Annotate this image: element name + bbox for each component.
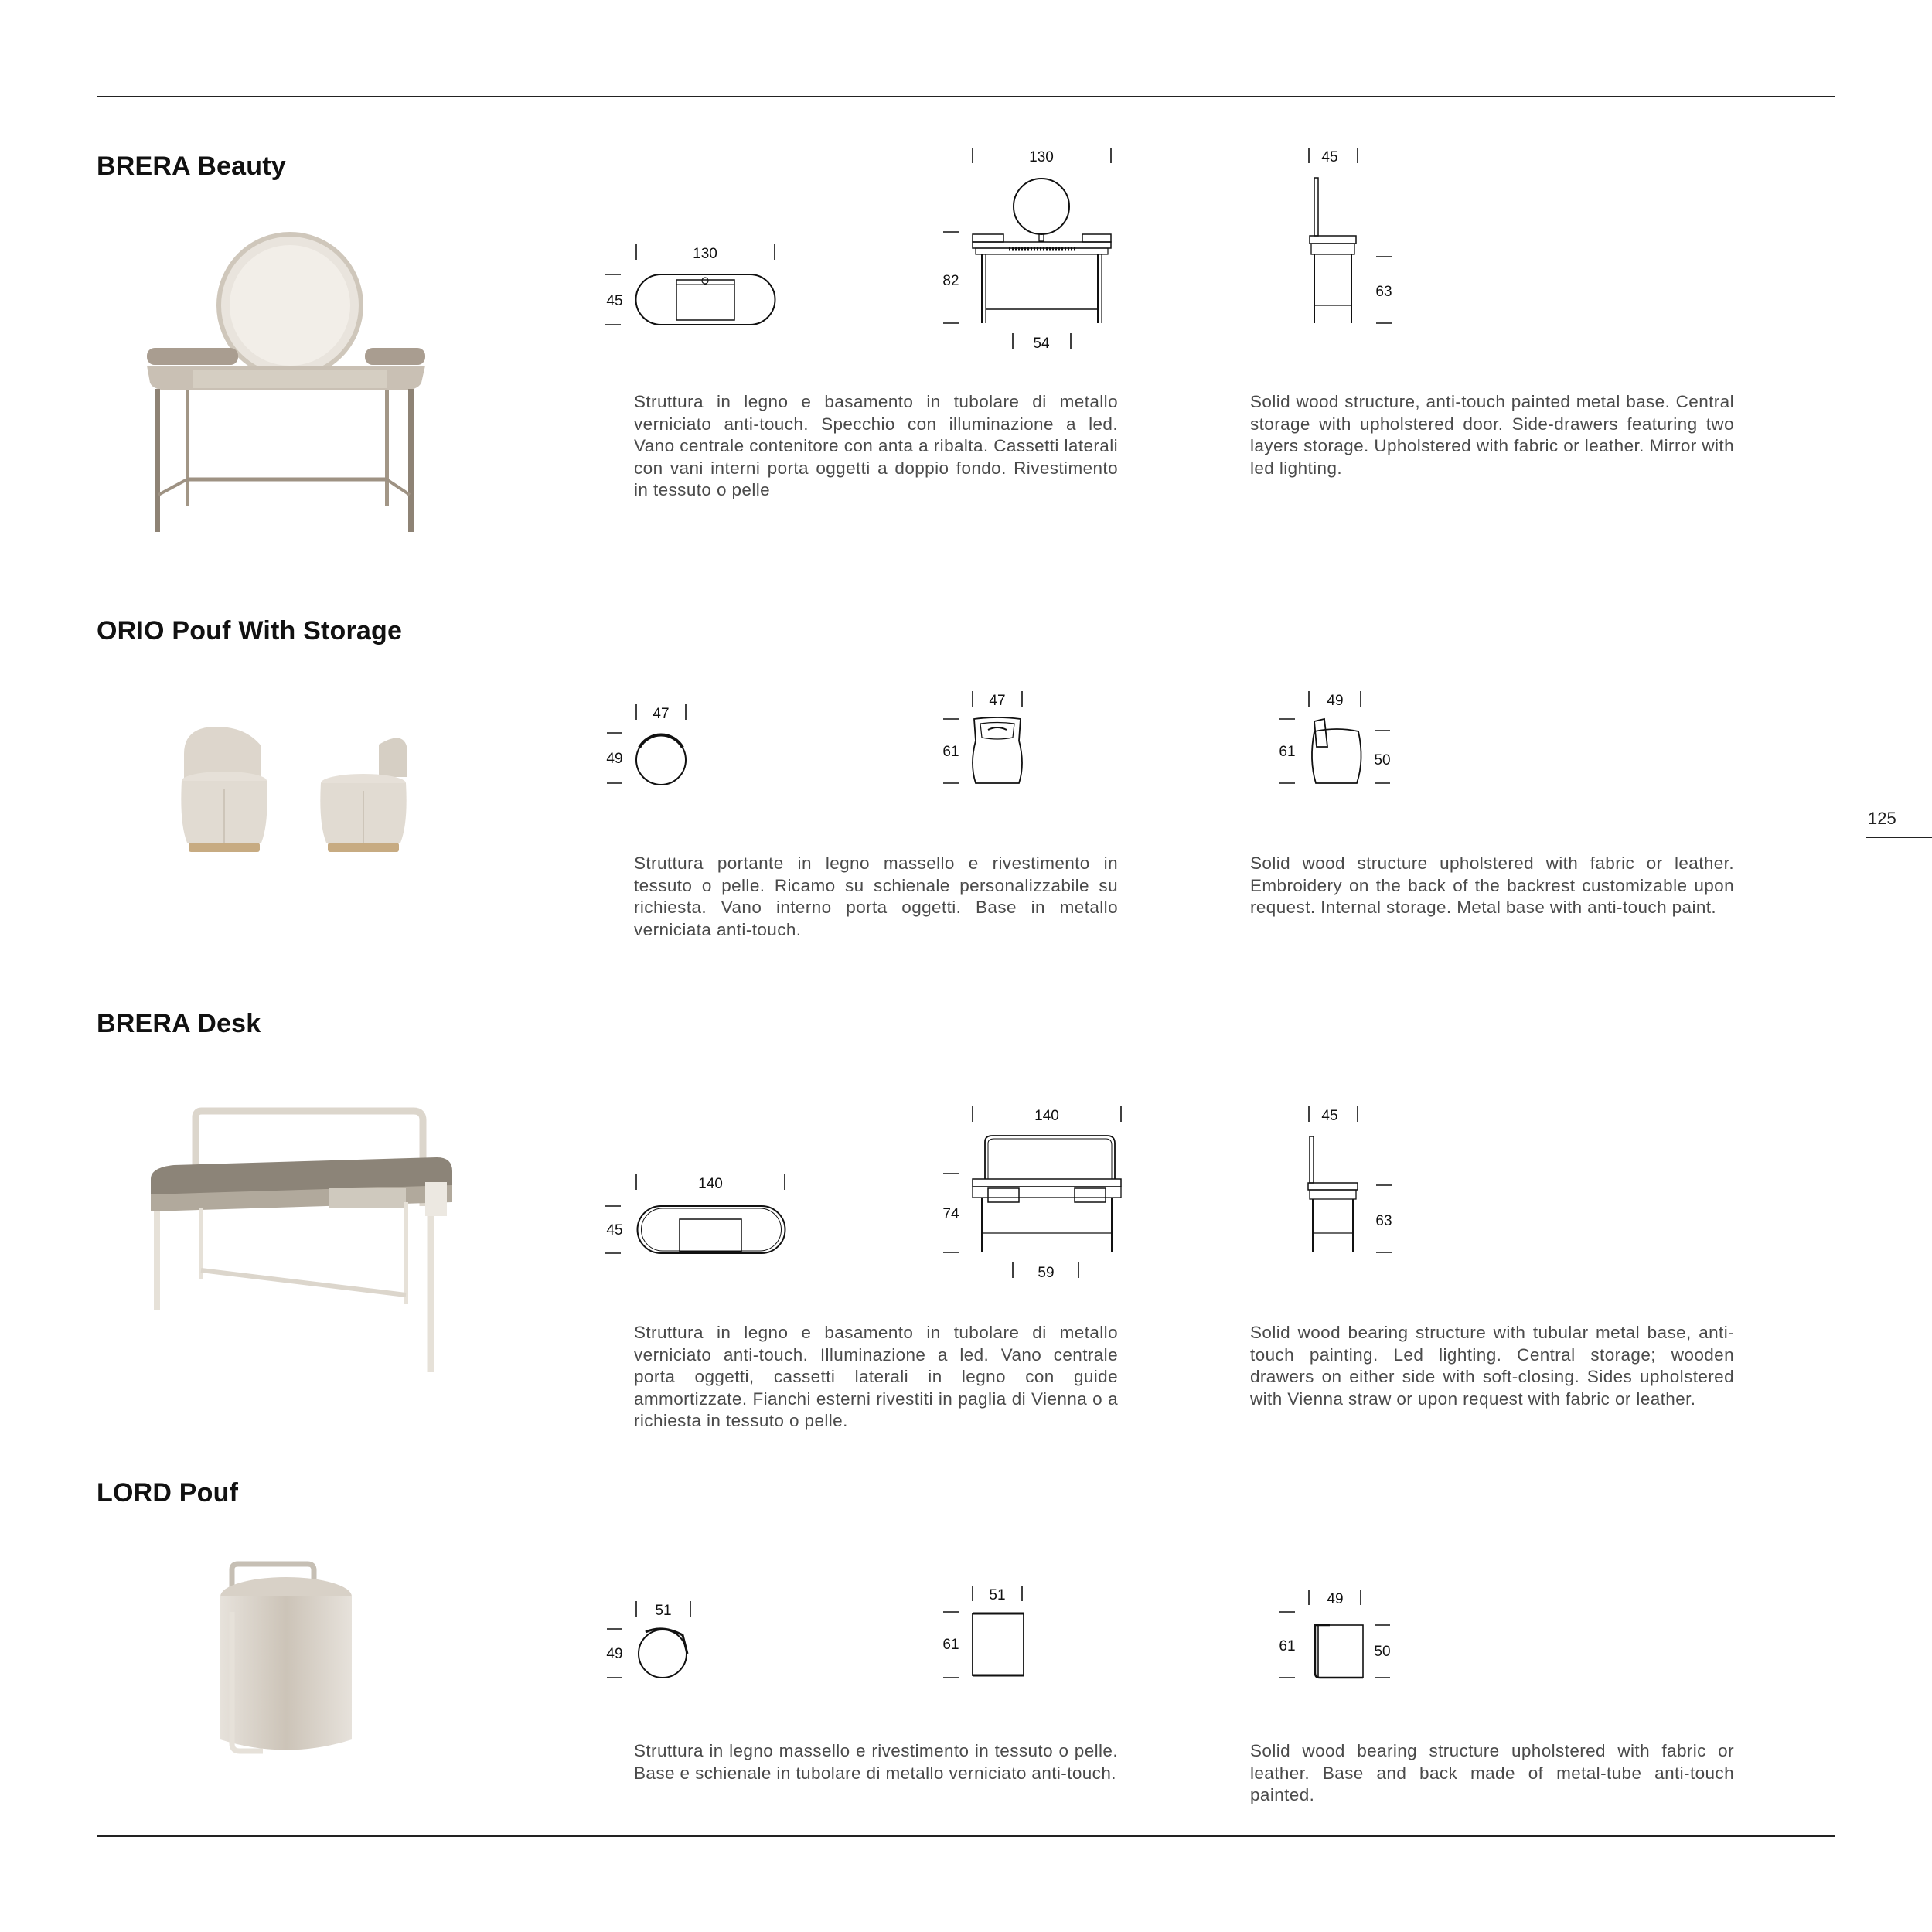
- orio-pouf-side-view: [1272, 687, 1395, 791]
- product-title: BRERA Desk: [97, 1009, 261, 1038]
- dim-side-seat: 50: [1374, 752, 1391, 768]
- dim-front-height: 61: [942, 1637, 959, 1653]
- product-title: ORIO Pouf With Storage: [97, 616, 403, 646]
- lord-pouf-side-view: [1272, 1585, 1395, 1689]
- orio-pouf-top-view: [599, 700, 715, 796]
- dim-front-width: 47: [989, 693, 1006, 709]
- product-title: BRERA Beauty: [97, 152, 286, 181]
- dim-side-height: 61: [1279, 744, 1296, 760]
- dim-side-depth: 49: [1327, 693, 1344, 709]
- brera-desk-photo: [143, 1102, 468, 1388]
- brera-desk-top-view: [599, 1170, 800, 1262]
- brera-beauty-side-view: [1299, 143, 1415, 336]
- page-number: 125: [1868, 809, 1896, 828]
- dim-top-depth: 45: [606, 1222, 623, 1239]
- brera-desk-side-view: [1299, 1102, 1415, 1264]
- dim-top-width: 47: [653, 706, 670, 722]
- dim-side-depth: 45: [1321, 1108, 1338, 1124]
- dim-side-height: 63: [1375, 1213, 1392, 1229]
- lord-pouf-front-view: [935, 1581, 1051, 1685]
- description-english: Solid wood structure upholstered with fabric or leather. Embroidery on the back of the backrest customizable upon request. Internal storage. Metal base with anti-touch paint.: [1250, 854, 1734, 917]
- bottom-rule: [97, 1835, 1835, 1837]
- dim-side-depth: 49: [1327, 1591, 1344, 1607]
- dim-top-depth: 45: [606, 293, 623, 309]
- dim-front-height: 82: [942, 273, 959, 289]
- dim-side-height: 61: [1279, 1638, 1296, 1654]
- dim-top-depth: 49: [606, 751, 623, 767]
- description-italian: Struttura in legno massello e rivestimento in tessuto o pelle. Base e schienale in tubolare di metallo verniciato anti-touch.: [634, 1741, 1118, 1783]
- orio-pouf-photo: [170, 723, 425, 877]
- dim-top-width: 51: [655, 1603, 672, 1619]
- description-italian: Struttura in legno e basamento in tubolare di metallo verniciato anti-touch. Specchio con illuminazione a led. Vano centrale contenitore con anta a ribalta. Cassetti laterali con vani interni porta oggetti a doppio fondo. Rivestimento in tessuto o pelle: [634, 392, 1118, 499]
- orio-pouf-front-view: [935, 687, 1051, 791]
- dim-top-depth: 49: [606, 1646, 623, 1662]
- brera-beauty-front-view: [935, 143, 1129, 359]
- dim-side-depth: 45: [1321, 149, 1338, 165]
- dim-front-leg: 59: [1038, 1265, 1055, 1281]
- description-italian: Struttura in legno e basamento in tubolare di metallo verniciato anti-touch. Illuminazione a led. Vano centrale porta oggetti, cassetti laterali in legno con guide ammortizzate. Fianchi esterni rivestiti in paglia di Vienna o a richiesta in tessuto o pelle.: [634, 1323, 1118, 1430]
- description-italian: Struttura portante in legno massello e rivestimento in tessuto o pelle. Ricamo su schienale personalizzabile su richiesta. Vano interno porta oggetti. Base in metallo verniciata anti-touch.: [634, 854, 1118, 939]
- dim-front-height: 74: [942, 1206, 959, 1222]
- dim-front-width: 140: [1034, 1108, 1059, 1124]
- lord-pouf-photo: [209, 1558, 379, 1774]
- top-rule: [97, 96, 1835, 97]
- dim-front-height: 61: [942, 744, 959, 760]
- dim-top-width: 140: [698, 1176, 723, 1192]
- dim-front-width: 130: [1029, 149, 1054, 165]
- dim-top-width: 130: [693, 246, 717, 262]
- lord-pouf-top-view: [599, 1596, 715, 1689]
- dim-side-height: 63: [1375, 284, 1392, 300]
- brera-beauty-top-view: [599, 240, 792, 336]
- description-english: Solid wood bearing structure upholstered with fabric or leather. Base and back made of metal-tube anti-touch painted.: [1250, 1741, 1734, 1804]
- brera-beauty-photo: [139, 228, 433, 537]
- dim-side-seat: 50: [1374, 1644, 1391, 1660]
- brera-desk-front-view: [935, 1102, 1136, 1287]
- product-title: LORD Pouf: [97, 1478, 239, 1508]
- dim-front-leg: 54: [1033, 336, 1050, 352]
- dim-front-width: 51: [989, 1587, 1006, 1603]
- description-english: Solid wood bearing structure with tubular metal base, anti-touch painting. Led lighting. Central storage; wooden drawers on either side with soft-closing. Sides upholstered with Vienna straw or upon request with fabric or leather.: [1250, 1323, 1734, 1409]
- page-number-rule: [1866, 837, 1932, 838]
- description-english: Solid wood structure, anti-touch painted metal base. Central storage with upholstered door. Side-drawers featuring two layers storage. Upholstered with fabric or leather. Mirror with led lighting.: [1250, 392, 1734, 478]
